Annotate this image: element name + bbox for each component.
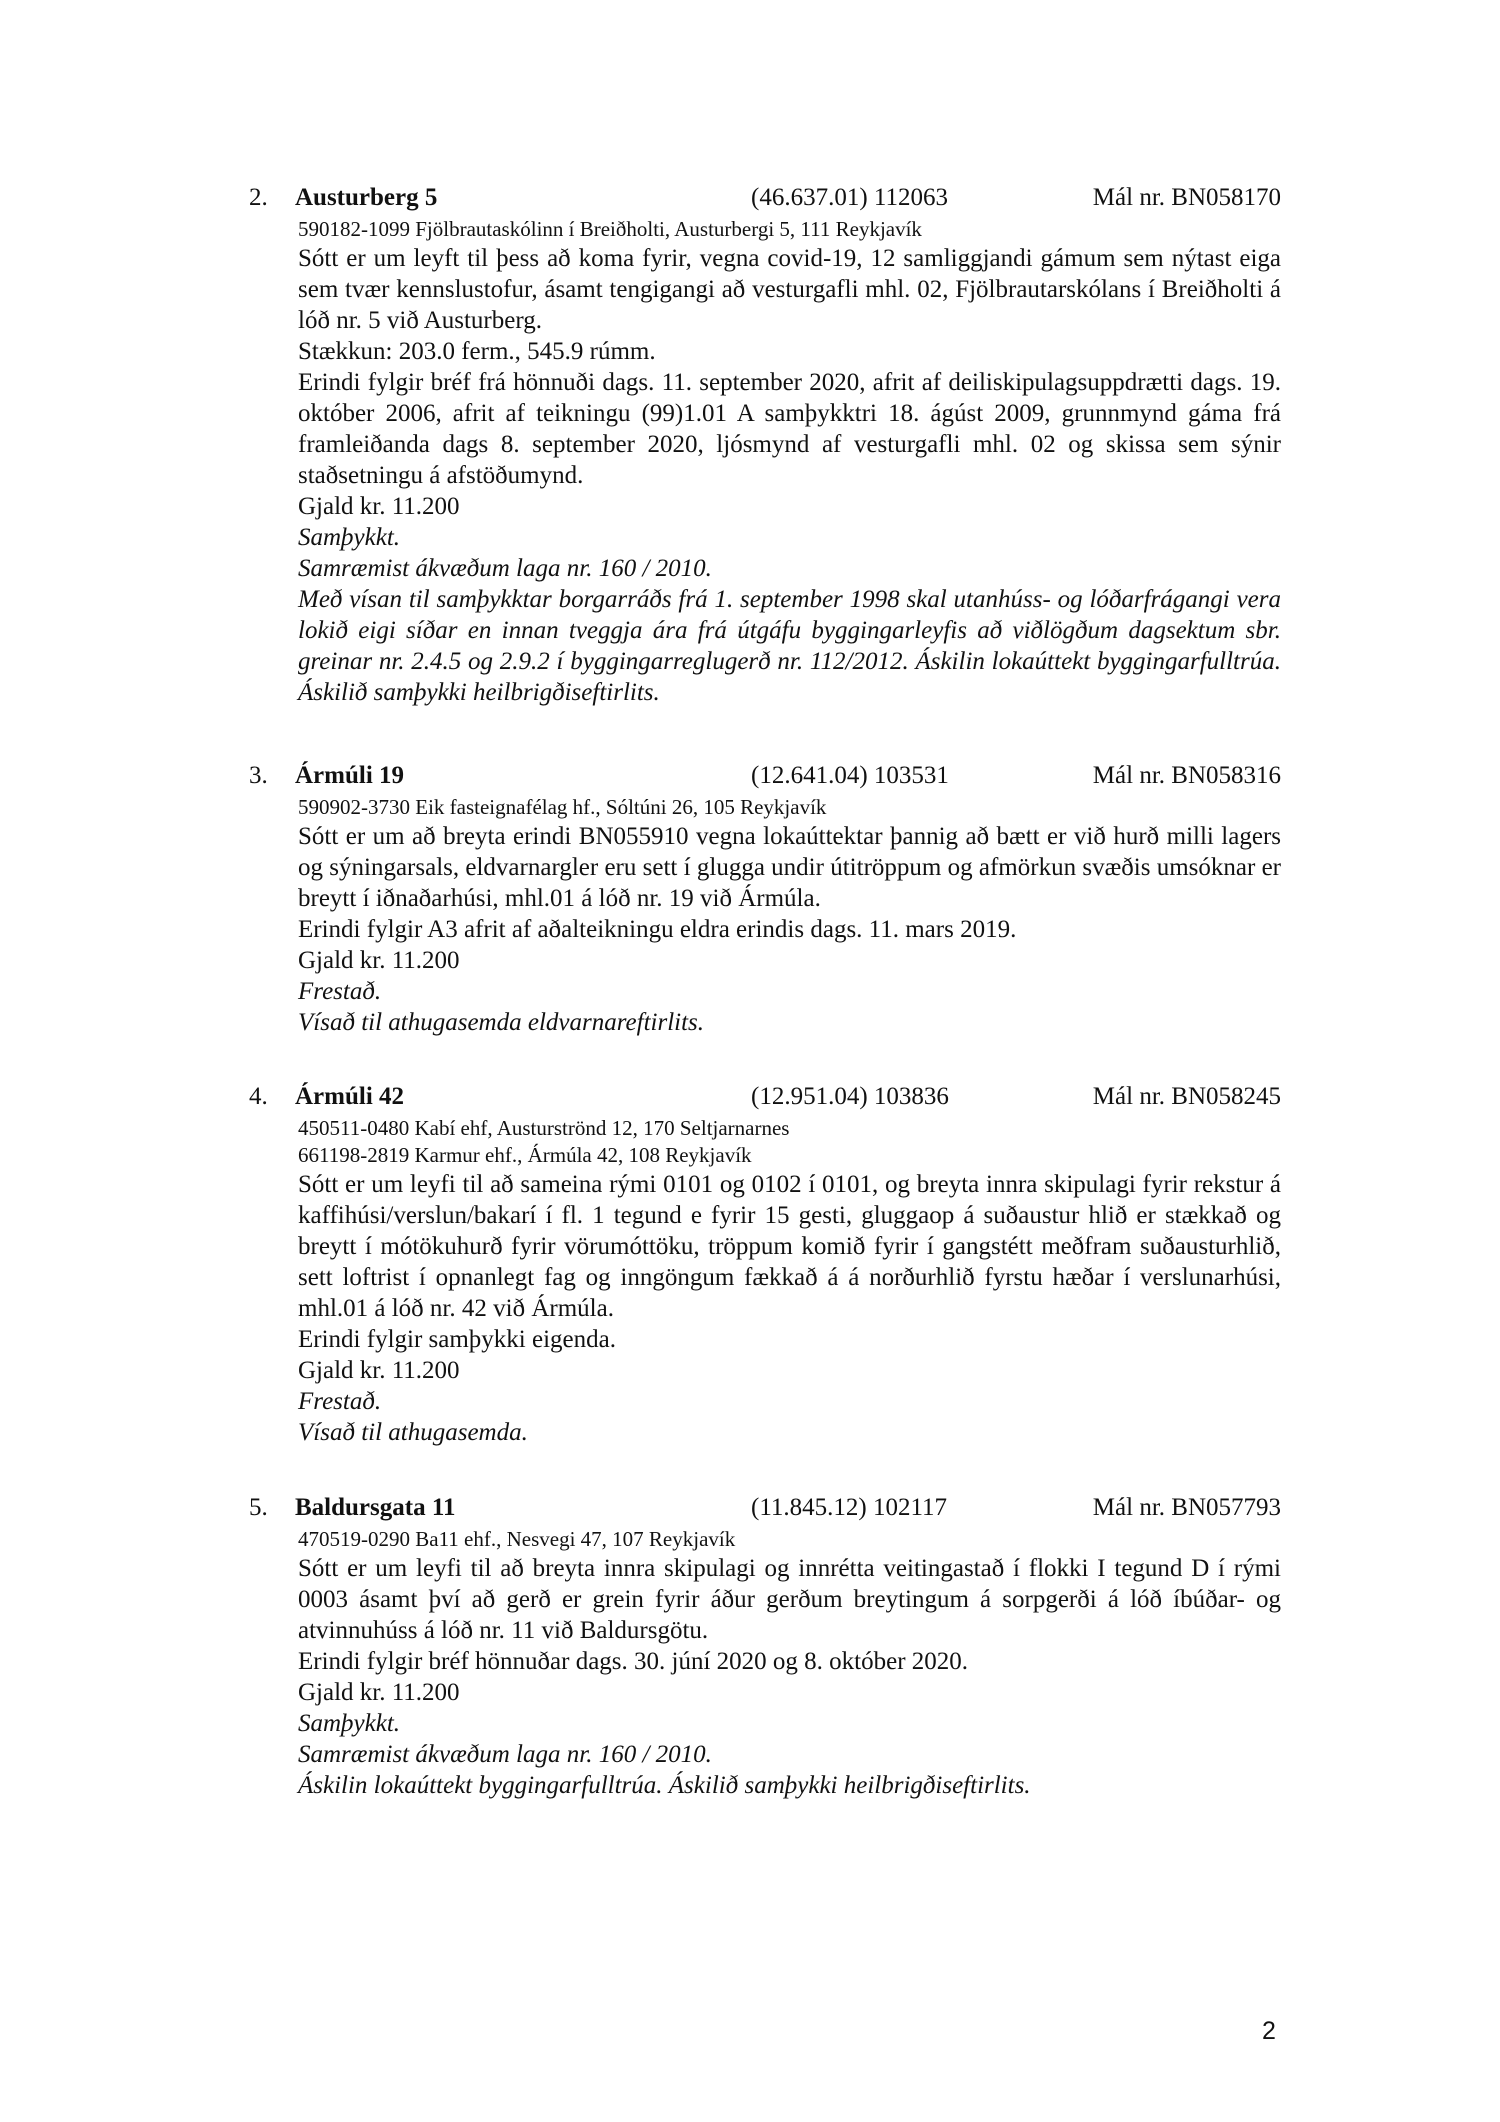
entry-owner: 450511-0480 Kabí ehf, Austurströnd 12, 170 Seltjarnarnes (298, 1116, 790, 1140)
entry-owner: 590182-1099 Fjölbrautaskólinn í Breiðholti, Austurbergi 5, 111 Reykjavík (298, 217, 922, 241)
entry-land-id: (12.951.04) 103836 (751, 1083, 949, 1110)
entry-note: Samræmist ákvæðum laga nr. 160 / 2010. (298, 555, 712, 582)
entry-body (298, 794, 1281, 1038)
case-entry (249, 1490, 1281, 1801)
entry-note: Vísað til athugasemda. (298, 1419, 528, 1446)
entry-land-id: (11.845.12) 102117 (751, 1494, 948, 1521)
entry-note: Vísað til athugasemda eldvarnareftirlits. (298, 1009, 705, 1036)
entry-description: Sótt er um að breyta erindi BN055910 vegna lokaúttektar þannig að bætt er við hurð milli lagers og sýningarsals, eldvarnargler eru sett í glugga undir útitröppum og afmörkun svæðis umsóknar er breytt í iðnaðarhúsi, mhl.01 á lóð nr. 19 við Ármúla. (298, 823, 1281, 912)
case-entry (249, 758, 1281, 1038)
entry-note: Samræmist ákvæðum laga nr. 160 / 2010. (298, 1741, 712, 1768)
entry-header (249, 1079, 1281, 1115)
entry-address: Ármúli 19 (295, 762, 405, 789)
entry-note: Með vísan til samþykktar borgarráðs frá 1. september 1998 skal utanhúss- og lóðarfrágangi vera lokið eigi síðar en innan tveggja ára frá útgáfu byggingarleyfis að viðlögðum dagsektum sbr. greinar nr. 2.4.5 og 2.9.2 í byggingarreglugerð nr. 112/2012. Áskilin lokaúttekt byggingarfulltrúa. Áskilið samþykki heilbrigðiseftirlits. (298, 586, 1281, 706)
entry-number: 3. (249, 762, 268, 789)
entry-case-number: Mál nr. BN058245 (1092, 1083, 1281, 1110)
entry-decision: Frestað. (298, 978, 382, 1005)
entry-note: Áskilin lokaúttekt byggingarfulltrúa. Áskilið samþykki heilbrigðiseftirlits. (298, 1772, 1031, 1799)
entry-land-id: (46.637.01) 112063 (751, 184, 948, 211)
entry-attachments: Erindi fylgir samþykki eigenda. (298, 1326, 616, 1353)
entry-header (249, 1490, 1281, 1526)
entry-owner: 661198-2819 Karmur ehf., Ármúla 42, 108 Reykjavík (298, 1143, 752, 1167)
entry-attachments: Erindi fylgir A3 afrit af aðalteikningu eldra erindis dags. 11. mars 2019. (298, 916, 1017, 943)
entry-header (249, 180, 1281, 216)
entry-number: 4. (249, 1083, 268, 1110)
entry-body (298, 216, 1281, 708)
entry-description: Sótt er um leyfi til að sameina rými 0101 og 0102 í 0101, og breyta innra skipulagi fyrir rekstur á kaffihúsi/verslun/bakarí í fl. 1 tegund e fyrir 15 gesti, gluggaop á suðaustur hlið er stækkað og breytt í mótökuhurð fyrir vörumóttöku, tröppum komið fyrir í gangstétt meðfram suðausturhlið, sett loftrist í opnanlegt fag og inngöngum fækkað á á norðurhlið fyrstu hæðar í verslunarhúsi, mhl.01 á lóð nr. 42 við Ármúla. (298, 1171, 1281, 1322)
entry-body (298, 1115, 1281, 1448)
entry-owner: 470519-0290 Ba11 ehf., Nesvegi 47, 107 Reykjavík (298, 1527, 736, 1551)
entry-fee: Gjald kr. 11.200 (298, 1357, 460, 1384)
case-entry (249, 1079, 1281, 1448)
entry-header (249, 758, 1281, 794)
entry-enlargement: Stækkun: 203.0 ferm., 545.9 rúmm. (298, 338, 656, 365)
entry-address: Austurberg 5 (295, 184, 438, 211)
entry-decision: Samþykkt. (298, 1710, 401, 1737)
case-entry (249, 180, 1281, 708)
entry-number: 2. (249, 184, 268, 211)
entry-address: Ármúli 42 (295, 1083, 405, 1110)
entry-address: Baldursgata 11 (295, 1494, 456, 1521)
entry-fee: Gjald kr. 11.200 (298, 947, 460, 974)
page-number: 2 (1262, 2017, 1276, 2045)
entry-attachments: Erindi fylgir bréf frá hönnuði dags. 11. september 2020, afrit af deiliskipulagsuppdrætti dags. 19. október 2006, afrit af teikningu (99)1.01 A samþykktri 18. ágúst 2009, grunnmynd gáma frá framleiðanda dags 8. september 2020, ljósmynd af vesturgafli mhl. 02 og skissa sem sýnir staðsetningu á afstöðumynd. (298, 369, 1281, 489)
entry-decision: Samþykkt. (298, 524, 401, 551)
entry-case-number: Mál nr. BN058170 (1092, 184, 1281, 211)
entry-description: Sótt er um leyfi til að breyta innra skipulagi og innrétta veitingastað í flokki I tegund D í rými 0003 ásamt því að gerð er grein fyrir áður gerðum breytingum á sorpgerði á lóð íbúðar- og atvinnuhúss á lóð nr. 11 við Baldursgötu. (298, 1555, 1281, 1644)
entry-fee: Gjald kr. 11.200 (298, 493, 460, 520)
entry-number: 5. (249, 1494, 268, 1521)
entry-case-number: Mál nr. BN058316 (1092, 762, 1281, 789)
entry-decision: Frestað. (298, 1388, 382, 1415)
entry-fee: Gjald kr. 11.200 (298, 1679, 460, 1706)
entry-description: Sótt er um leyft til þess að koma fyrir, vegna covid-19, 12 samliggjandi gámum sem nýtast eiga sem tvær kennslustofur, ásamt tengigangi að vesturgafli mhl. 02, Fjölbrautarskólans í Breiðholti á lóð nr. 5 við Austurberg. (298, 245, 1281, 334)
entry-body (298, 1526, 1281, 1801)
entry-land-id: (12.641.04) 103531 (751, 762, 949, 789)
entry-attachments: Erindi fylgir bréf hönnuðar dags. 30. júní 2020 og 8. október 2020. (298, 1648, 969, 1675)
entry-case-number: Mál nr. BN057793 (1092, 1494, 1281, 1521)
entry-owner: 590902-3730 Eik fasteignafélag hf., Sóltúni 26, 105 Reykjavík (298, 795, 827, 819)
